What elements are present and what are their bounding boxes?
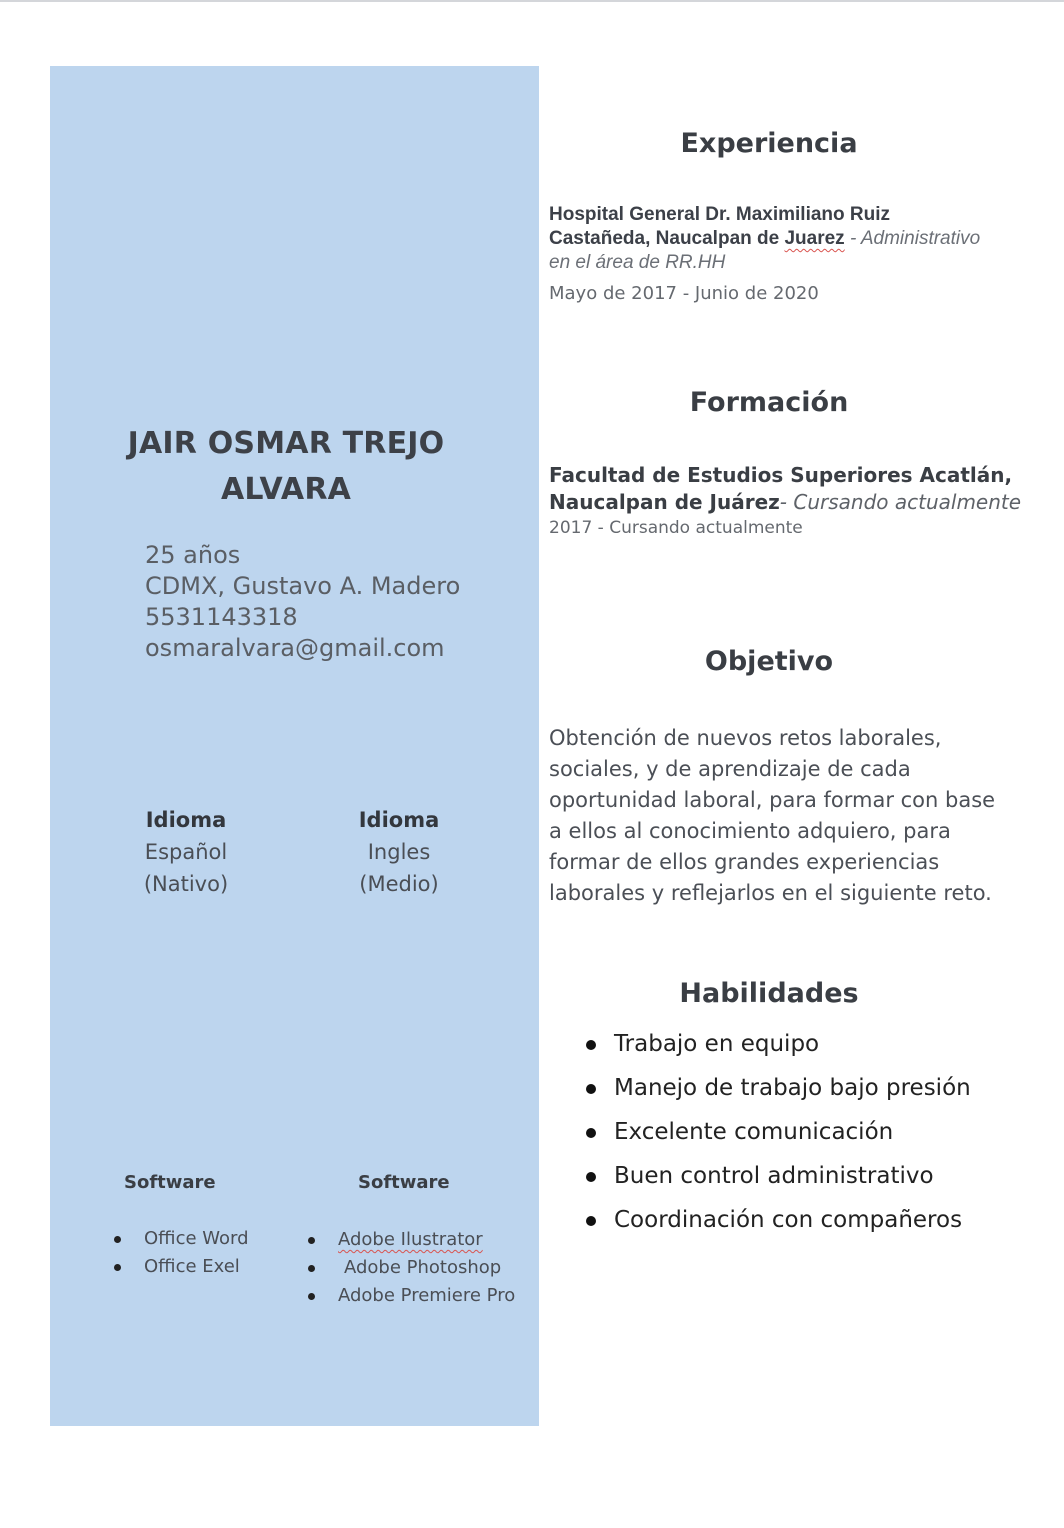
skill-item: Trabajo en equipo xyxy=(586,1022,971,1066)
language-name: Ingles xyxy=(367,840,431,864)
experience-role-line-2: en el área de RR.HH xyxy=(549,252,726,273)
experience-org-part: Naucalpan de xyxy=(655,228,785,249)
education-role: - Cursando actualmente xyxy=(779,490,1022,514)
experience-role: - Administrativo xyxy=(844,228,981,249)
email: osmaralvara@gmail.com xyxy=(145,634,445,662)
full-name xyxy=(110,421,462,513)
education-org-line-1: Facultad de Estudios Superiores Acatlán, xyxy=(549,463,1013,487)
skill-item: Coordinación con compañeros xyxy=(586,1198,971,1242)
software-item: Office Word xyxy=(114,1225,249,1253)
language-name: Español xyxy=(144,840,228,864)
language-level: (Medio) xyxy=(359,872,439,896)
software-item xyxy=(308,1254,515,1282)
software-list-office xyxy=(114,1225,249,1281)
name-line-1: JAIR OSMAR TREJO xyxy=(127,426,445,461)
experience-org-part: Juarez xyxy=(784,228,845,249)
experience-org-part: Castañeda, xyxy=(549,228,656,249)
skill-item: Manejo de trabajo bajo presión xyxy=(586,1066,971,1110)
education-dates: 2017 - Cursando actualmente xyxy=(549,518,803,538)
software-list-adobe xyxy=(308,1226,515,1310)
skill-item: Buen control administrativo xyxy=(586,1154,971,1198)
experience-dates: Mayo de 2017 - Junio de 2020 xyxy=(549,283,819,304)
skill-item: Excelente comunicación xyxy=(586,1110,971,1154)
software-title-office: Software xyxy=(124,1172,216,1193)
education-organization xyxy=(549,462,1029,516)
experience-title: Experiencia xyxy=(680,128,858,159)
education-title: Formación xyxy=(689,387,849,418)
language-english xyxy=(319,804,479,900)
contact-info xyxy=(145,540,535,664)
experience-organization xyxy=(549,203,1029,275)
software-item xyxy=(308,1226,515,1254)
language-label: Idioma xyxy=(358,808,440,832)
software-item: Office Exel xyxy=(114,1253,249,1281)
language-spanish xyxy=(106,804,266,900)
education-org-part: Naucalpan de Juárez xyxy=(549,490,780,514)
skills-title: Habilidades xyxy=(679,978,859,1009)
objective-title: Objetivo xyxy=(704,646,834,677)
software-item-text: Adobe Premiere Pro xyxy=(338,1285,516,1306)
software-item-text: Adobe Ilustrator xyxy=(338,1229,483,1250)
sidebar xyxy=(50,66,539,1426)
age: 25 años xyxy=(145,541,241,569)
software-title-adobe: Software xyxy=(358,1172,450,1193)
language-level: (Nativo) xyxy=(143,872,229,896)
skills-list xyxy=(586,1022,971,1242)
experience-org-line-1: Hospital General Dr. Maximiliano Ruiz xyxy=(549,204,891,225)
objective-text: Obtención de nuevos retos laborales, sociales, y de aprendizaje de cada oportunidad laboral, para formar con base a ellos al conocimiento adquiero, para formar de ellos grandes experiencias laborales y reflejarlos en el siguiente reto. xyxy=(549,726,996,905)
language-label: Idioma xyxy=(145,808,227,832)
page-top-border xyxy=(0,0,1064,2)
experience-org-line-2 xyxy=(549,227,1029,251)
software-item-text: Adobe Photoshop xyxy=(344,1257,502,1278)
name-line-2: ALVARA xyxy=(220,472,352,507)
location: CDMX, Gustavo A. Madero xyxy=(145,572,461,600)
experience-entry xyxy=(549,203,1029,304)
software-item xyxy=(308,1282,515,1310)
phone: 5531143318 xyxy=(145,603,298,631)
education-entry xyxy=(549,462,1029,540)
education-org-line-2 xyxy=(549,489,1029,516)
